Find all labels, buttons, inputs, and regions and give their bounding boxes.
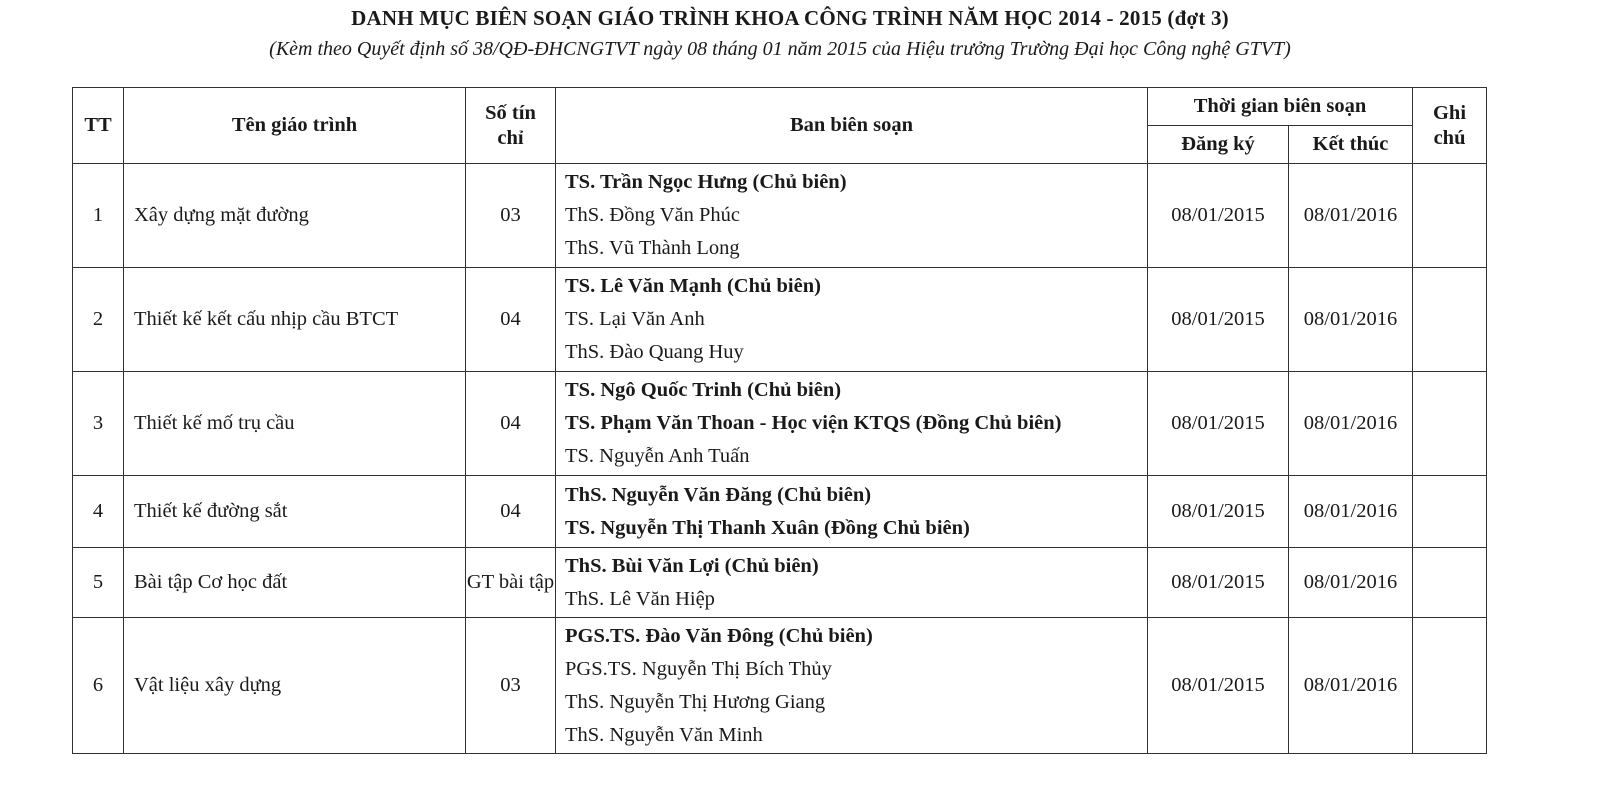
finish-date: 08/01/2016 — [1289, 372, 1413, 476]
textbook-name: Xây dựng mặt đường — [124, 164, 466, 268]
row-number: 6 — [73, 618, 124, 754]
authors-cell — [556, 268, 1148, 372]
author: ThS. Nguyễn Văn Minh — [565, 723, 763, 746]
lead-author: TS. Trần Ngọc Hưng (Chủ biên) — [565, 171, 847, 193]
table-row — [73, 476, 1487, 548]
finish-date: 08/01/2016 — [1289, 618, 1413, 754]
register-date: 08/01/2015 — [1148, 164, 1289, 268]
curriculum-table — [72, 87, 1487, 754]
authors-cell — [556, 164, 1148, 268]
credit-count: 04 — [466, 268, 556, 372]
credit-count: 03 — [466, 618, 556, 754]
textbook-name: Thiết kế mố trụ cầu — [124, 372, 466, 476]
lead-author: TS. Lê Văn Mạnh (Chủ biên) — [565, 275, 821, 297]
credit-count: 04 — [466, 372, 556, 476]
header-credits-line1: Số tín — [485, 101, 536, 124]
authors-cell — [556, 548, 1148, 618]
table-row — [73, 372, 1487, 476]
author: ThS. Đào Quang Huy — [565, 341, 744, 363]
document-title: DANH MỤC BIÊN SOẠN GIÁO TRÌNH KHOA CÔNG TRÌNH NĂM HỌC 2014 - 2015 (đợt 3) — [351, 6, 1229, 30]
finish-date: 08/01/2016 — [1289, 476, 1413, 548]
register-date: 08/01/2015 — [1148, 548, 1289, 618]
finish-date: 08/01/2016 — [1289, 548, 1413, 618]
row-number: 3 — [73, 372, 124, 476]
note-cell — [1413, 548, 1487, 618]
note-cell — [1413, 476, 1487, 548]
author: ThS. Vũ Thành Long — [565, 237, 740, 259]
header-finish: Kết thúc — [1289, 126, 1413, 164]
note-cell — [1413, 618, 1487, 754]
table-header — [73, 88, 1487, 164]
register-date: 08/01/2015 — [1148, 618, 1289, 754]
register-date: 08/01/2015 — [1148, 476, 1289, 548]
header-credits — [466, 88, 556, 164]
header-name: Tên giáo trình — [124, 88, 466, 164]
textbook-name: Vật liệu xây dựng — [124, 618, 466, 754]
note-cell — [1413, 372, 1487, 476]
row-number: 4 — [73, 476, 124, 548]
lead-author: ThS. Nguyễn Văn Đăng (Chủ biên) — [565, 483, 872, 506]
header-authors: Ban biên soạn — [556, 88, 1148, 164]
credit-count: 04 — [466, 476, 556, 548]
author: ThS. Đồng Văn Phúc — [565, 204, 741, 226]
authors-cell — [556, 476, 1148, 548]
lead-author: PGS.TS. Đào Văn Đông (Chủ biên) — [565, 624, 873, 647]
author: PGS.TS. Nguyễn Thị Bích Thủy — [565, 657, 832, 680]
textbook-name: Bài tập Cơ học đất — [124, 548, 466, 618]
table-row — [73, 548, 1487, 618]
row-number: 1 — [73, 164, 124, 268]
credit-count: 03 — [466, 164, 556, 268]
register-date: 08/01/2015 — [1148, 372, 1289, 476]
table-row — [73, 618, 1487, 754]
row-number: 2 — [73, 268, 124, 372]
credit-count: GT bài tập — [466, 548, 556, 618]
lead-author: TS. Nguyễn Thị Thanh Xuân (Đồng Chủ biên) — [565, 516, 970, 539]
header-tt: TT — [73, 88, 124, 164]
header-register: Đăng ký — [1148, 126, 1289, 164]
table-body — [73, 164, 1487, 754]
textbook-name: Thiết kế đường sắt — [124, 476, 466, 548]
author: ThS. Nguyễn Thị Hương Giang — [565, 690, 826, 713]
authors-cell — [556, 618, 1148, 754]
header-time: Thời gian biên soạn — [1148, 88, 1413, 126]
row-number: 5 — [73, 548, 124, 618]
lead-author: TS. Ngô Quốc Trinh (Chủ biên) — [565, 379, 842, 401]
header-credits-line2: chỉ — [497, 126, 524, 149]
header-note — [1413, 88, 1487, 164]
textbook-name: Thiết kế kết cấu nhịp cầu BTCT — [124, 268, 466, 372]
lead-author: ThS. Bùi Văn Lợi (Chủ biên) — [565, 554, 819, 577]
note-cell — [1413, 164, 1487, 268]
document-subtitle: (Kèm theo Quyết định số 38/QĐ-ĐHCNGTVT ngày 08 tháng 01 năm 2015 của Hiệu trưởng Trường Đại học Công nghệ GTVT) — [269, 38, 1291, 60]
finish-date: 08/01/2016 — [1289, 164, 1413, 268]
author: ThS. Lê Văn Hiệp — [565, 587, 715, 610]
header-note-line1: Ghi — [1432, 101, 1467, 124]
lead-author: TS. Phạm Văn Thoan - Học viện KTQS (Đồng Chủ biên) — [565, 412, 1062, 434]
register-date: 08/01/2015 — [1148, 268, 1289, 372]
table-row — [73, 164, 1487, 268]
author: TS. Lại Văn Anh — [565, 308, 705, 330]
note-cell — [1413, 268, 1487, 372]
author: TS. Nguyễn Anh Tuấn — [565, 445, 750, 467]
header-note-line2: chú — [1433, 126, 1466, 149]
authors-cell — [556, 372, 1148, 476]
table-row — [73, 268, 1487, 372]
finish-date: 08/01/2016 — [1289, 268, 1413, 372]
